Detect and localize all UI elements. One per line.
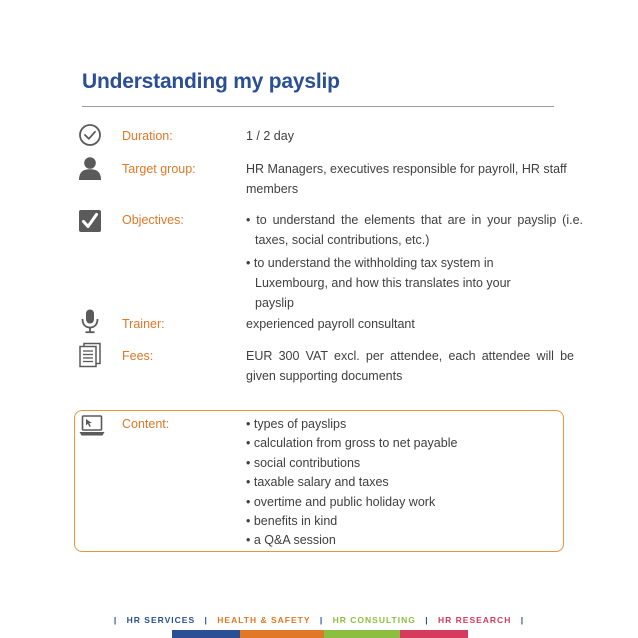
page-title: Understanding my payslip [82,70,340,93]
footer-separator: | [113,615,118,625]
footer-nav [0,615,638,625]
fees-label: Fees: [122,349,154,363]
footer-link-hr-research[interactable]: HR RESEARCH [438,615,512,625]
content-item: • taxable salary and taxes [246,475,389,490]
content-item: • types of payslips [246,417,347,431]
footer-color-bars [172,630,468,638]
duration-value: 1 / 2 day [246,129,294,143]
content-item: • calculation from gross to net payable [246,436,458,451]
target-group-label: Target group: [122,162,196,176]
footer-link-health-safety[interactable]: HEALTH & SAFETY [217,615,311,625]
footer-separator: | [520,615,525,625]
target-group-value: HR Managers, executives responsible for payroll, HR staff members [246,162,567,196]
objective-item: • to understand the elements that are in your payslip (i.e. taxes, social contributions, etc.) [246,213,583,247]
content-label: Content: [122,417,170,431]
laptop-icon [79,413,105,439]
microphone-icon [77,308,103,334]
bar-hr-research [400,630,468,638]
bar-hr-services [172,630,240,638]
duration-label: Duration: [122,129,173,143]
bar-health-safety [240,630,324,638]
checkbox-icon [77,208,103,234]
footer-link-hr-services[interactable]: HR SERVICES [126,615,196,625]
bar-hr-consulting [324,630,400,638]
footer-separator: | [204,615,208,625]
content-item: • benefits in kind [246,514,338,529]
footer-link-hr-consulting[interactable]: HR CONSULTING [332,615,416,625]
objective-item: • to understand the withholding tax system in Luxembourg, and how this translates into your payslip [246,256,511,310]
content-item: • a Q&A session [246,533,336,548]
objectives-label: Objectives: [122,213,184,227]
footer-separator: | [425,615,429,625]
fees-value: EUR 300 VAT excl. per attendee, each attendee will be given supporting documents [246,349,574,383]
title-divider [82,106,554,107]
trainer-value: experienced payroll consultant [246,317,415,331]
content-list [246,415,457,551]
person-icon [77,155,103,181]
check-circle-icon [77,122,103,148]
trainer-label: Trainer: [122,317,165,331]
footer-separator: | [319,615,324,625]
content-item: • social contributions [246,455,361,470]
content-item: • overtime and public holiday work [246,494,436,509]
documents-icon [77,342,103,368]
